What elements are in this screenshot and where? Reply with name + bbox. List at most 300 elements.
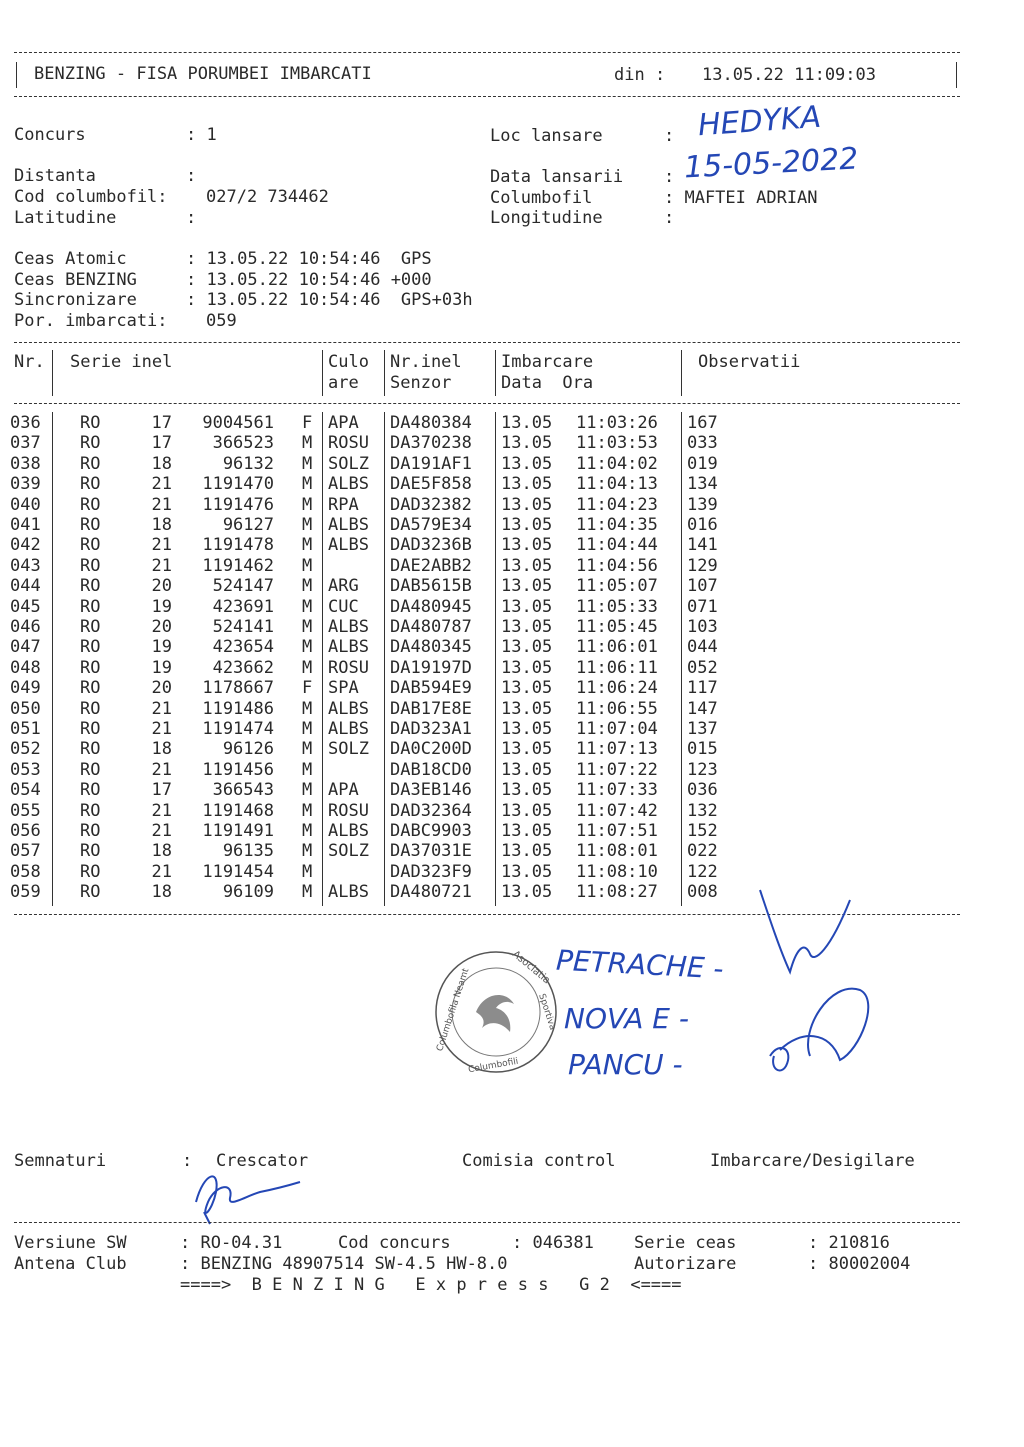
cell-chip: DAB17E8E	[390, 698, 472, 719]
cod-concurs-value: : 046381	[512, 1233, 594, 1253]
cell-date: 13.05	[501, 617, 553, 637]
cell-observatii: 107	[687, 576, 718, 597]
table-row	[10, 515, 750, 535]
cell-ring-number: 524147	[212, 576, 274, 597]
cell-color: SOLZ	[328, 841, 369, 862]
cell-country: RO	[80, 413, 101, 433]
stamp-text-top: Asociatia	[510, 948, 552, 987]
cell-ring-number: 1191470	[202, 474, 274, 495]
cell-year: 20	[151, 576, 172, 597]
cell-observatii: 137	[687, 719, 718, 739]
crescator-label: Crescator	[216, 1151, 309, 1171]
serie-ceas-value: : 210816	[808, 1233, 890, 1253]
cell-date: 13.05	[501, 739, 553, 760]
cell-year: 18	[151, 882, 172, 903]
cell-sex: M	[302, 719, 313, 739]
table-row	[10, 556, 750, 576]
stamp-text-left: Columbofila Neamt	[435, 967, 472, 1053]
cell-color: ARG	[328, 576, 359, 597]
cell-year: 21	[151, 821, 172, 841]
loc-lansare-colon: :	[664, 126, 675, 146]
cell-date: 13.05	[501, 821, 553, 841]
col-header-observatii: Observatii	[698, 352, 801, 372]
cell-nr: 054	[10, 780, 41, 801]
versiune-value: : RO-04.31	[180, 1233, 283, 1253]
col-rule-5	[681, 350, 682, 396]
cell-country: RO	[80, 780, 101, 801]
cell-observatii: 103	[687, 617, 718, 637]
cell-date: 13.05	[501, 596, 553, 617]
cell-observatii: 123	[687, 759, 718, 780]
cell-country: RO	[80, 515, 101, 535]
cell-country: RO	[80, 821, 101, 841]
cell-time: 11:07:13	[576, 739, 658, 760]
serie-ceas-label: Serie ceas	[634, 1233, 737, 1253]
cell-chip: DA370238	[390, 433, 472, 454]
longitudine-value: :	[664, 208, 675, 228]
cell-chip: DA480345	[390, 637, 472, 658]
cell-color: RPA	[328, 494, 359, 515]
data-lansarii-colon: :	[664, 167, 675, 187]
cell-sex: M	[302, 759, 313, 780]
cell-nr: 051	[10, 719, 41, 739]
cell-observatii: 044	[687, 637, 718, 658]
cell-time: 11:03:53	[576, 433, 658, 454]
cod-columbofil-label: Cod columbofil:	[14, 187, 168, 207]
cell-date: 13.05	[501, 453, 553, 474]
cell-time: 11:07:33	[576, 780, 658, 801]
cell-nr: 041	[10, 515, 41, 535]
cell-nr: 037	[10, 433, 41, 454]
cell-observatii: 008	[687, 882, 718, 903]
cell-country: RO	[80, 596, 101, 617]
cell-nr: 052	[10, 739, 41, 760]
data-lansarii-handwritten: 15-05-2022	[683, 141, 860, 186]
cell-sex: M	[302, 861, 313, 882]
cell-ring-number: 1191454	[202, 861, 274, 882]
cell-color: ALBS	[328, 535, 369, 556]
cell-year: 17	[151, 780, 172, 801]
cell-sex: M	[302, 780, 313, 801]
col-header-imbarcare-2: Data Ora	[501, 373, 594, 393]
cell-chip: DA3EB146	[390, 780, 472, 801]
cell-country: RO	[80, 617, 101, 637]
data-lansarii-label: Data lansarii	[490, 167, 624, 187]
cell-date: 13.05	[501, 515, 553, 535]
cell-color: ALBS	[328, 698, 369, 719]
semnaturi-colon: :	[182, 1151, 193, 1171]
cell-chip: DA19197D	[390, 657, 472, 678]
cell-ring-number: 1191476	[202, 494, 274, 515]
cell-observatii: 019	[687, 453, 718, 474]
por-imbarcati-label: Por. imbarcati:	[14, 311, 168, 331]
distanta-value: :	[186, 166, 197, 186]
commission-name-2: NOVA E -	[564, 1002, 689, 1035]
cell-color: ROSU	[328, 433, 369, 454]
ceas-atomic-label: Ceas Atomic	[14, 249, 127, 269]
cell-year: 21	[151, 474, 172, 495]
cell-chip: DAD32382	[390, 494, 472, 515]
col-rule-2	[322, 350, 323, 396]
cell-country: RO	[80, 433, 101, 454]
cell-sex: M	[302, 800, 313, 821]
cell-sex: M	[302, 882, 313, 903]
cell-ring-number: 423662	[212, 657, 274, 678]
stamp-text-right: Sportiva	[536, 992, 558, 1032]
cell-country: RO	[80, 719, 101, 739]
cell-nr: 049	[10, 678, 41, 699]
cell-sex: M	[302, 555, 313, 576]
table-row	[10, 862, 750, 882]
cell-observatii: 152	[687, 821, 718, 841]
columbofil-value: : MAFTEI ADRIAN	[664, 188, 818, 208]
cell-time: 11:08:27	[576, 882, 658, 903]
cell-year: 20	[151, 617, 172, 637]
cell-nr: 053	[10, 759, 41, 780]
cell-observatii: 015	[687, 739, 718, 760]
cell-ring-number: 1191456	[202, 759, 274, 780]
autorizare-value: : 80002004	[808, 1254, 911, 1274]
cell-ring-number: 1178667	[202, 678, 274, 699]
cell-nr: 059	[10, 882, 41, 903]
cell-time: 11:06:55	[576, 698, 658, 719]
cell-chip: DAE5F858	[390, 474, 472, 495]
cell-country: RO	[80, 841, 101, 862]
concurs-value: : 1	[186, 125, 217, 145]
table-top-rule	[14, 342, 960, 343]
cell-sex: M	[302, 637, 313, 658]
loc-lansare-label: Loc lansare	[490, 126, 603, 146]
cell-year: 21	[151, 719, 172, 739]
cell-color: ALBS	[328, 637, 369, 658]
cell-color: ALBS	[328, 617, 369, 637]
table-row	[10, 495, 750, 515]
table-row	[10, 760, 750, 780]
cell-ring-number: 1191474	[202, 719, 274, 739]
cell-color: SPA	[328, 678, 359, 699]
cell-ring-number: 524141	[212, 617, 274, 637]
cell-country: RO	[80, 861, 101, 882]
cell-date: 13.05	[501, 719, 553, 739]
cell-time: 11:05:07	[576, 576, 658, 597]
cell-color: ROSU	[328, 657, 369, 678]
cell-ring-number: 366543	[212, 780, 274, 801]
cell-color: ALBS	[328, 821, 369, 841]
cell-country: RO	[80, 494, 101, 515]
cell-chip: DAB18CD0	[390, 759, 472, 780]
cell-date: 13.05	[501, 678, 553, 699]
cell-sex: M	[302, 474, 313, 495]
cell-observatii: 036	[687, 780, 718, 801]
cell-ring-number: 96126	[222, 739, 274, 760]
ceas-benzing-value: : 13.05.22 10:54:46 +000	[186, 270, 432, 290]
table-row	[10, 678, 750, 698]
cell-observatii: 122	[687, 861, 718, 882]
cell-sex: M	[302, 535, 313, 556]
cell-observatii: 134	[687, 474, 718, 495]
commission-signatures	[740, 880, 900, 1100]
cell-time: 11:07:22	[576, 759, 658, 780]
cell-country: RO	[80, 453, 101, 474]
cell-sex: F	[302, 678, 313, 699]
cell-sex: M	[302, 596, 313, 617]
cell-year: 19	[151, 657, 172, 678]
cell-year: 18	[151, 739, 172, 760]
cell-date: 13.05	[501, 637, 553, 658]
cell-nr: 045	[10, 596, 41, 617]
cell-chip: DAB594E9	[390, 678, 472, 699]
cell-time: 11:07:51	[576, 821, 658, 841]
cell-chip: DA0C200D	[390, 739, 472, 760]
cell-country: RO	[80, 759, 101, 780]
cell-ring-number: 423691	[212, 596, 274, 617]
table-row	[10, 739, 750, 759]
antena-value: : BENZING 48907514 SW-4.5 HW-8.0	[180, 1254, 508, 1274]
cell-date: 13.05	[501, 759, 553, 780]
cell-sex: F	[302, 413, 313, 433]
ceas-atomic-value: : 13.05.22 10:54:46 GPS	[186, 249, 432, 269]
cell-nr: 042	[10, 535, 41, 556]
table-row	[10, 637, 750, 657]
commission-name-1: PETRACHE -	[555, 943, 725, 986]
col-header-nr: Nr.	[14, 352, 45, 372]
table-row	[10, 841, 750, 861]
cell-sex: M	[302, 841, 313, 862]
cell-date: 13.05	[501, 535, 553, 556]
signature-scribbles	[740, 880, 900, 1100]
cell-chip: DAD323A1	[390, 719, 472, 739]
cell-country: RO	[80, 739, 101, 760]
cell-observatii: 117	[687, 678, 718, 699]
cell-observatii: 132	[687, 800, 718, 821]
cell-nr: 036	[10, 413, 41, 433]
col-header-nrinel-1: Nr.inel	[390, 352, 462, 372]
col-header-serie: Serie inel	[70, 352, 173, 372]
cell-country: RO	[80, 555, 101, 576]
cell-country: RO	[80, 698, 101, 719]
cell-color: ALBS	[328, 719, 369, 739]
por-imbarcati-value: 059	[206, 311, 237, 331]
cell-sex: M	[302, 576, 313, 597]
cell-color: APA	[328, 780, 359, 801]
table-row	[10, 617, 750, 637]
cell-ring-number: 96132	[222, 453, 274, 474]
col-rule-4	[495, 350, 496, 396]
cell-date: 13.05	[501, 433, 553, 454]
table-row	[10, 821, 750, 841]
header-left-bar	[16, 62, 17, 88]
cell-ring-number: 1191462	[202, 555, 274, 576]
stamp-text-bottom: Columbofili	[467, 1056, 520, 1076]
cell-nr: 055	[10, 800, 41, 821]
cell-observatii: 167	[687, 413, 718, 433]
concurs-label: Concurs	[14, 125, 86, 145]
cell-year: 18	[151, 515, 172, 535]
cell-nr: 040	[10, 494, 41, 515]
cell-nr: 048	[10, 657, 41, 678]
cell-nr: 039	[10, 474, 41, 495]
cell-color: SOLZ	[328, 739, 369, 760]
cell-year: 21	[151, 800, 172, 821]
cell-sex: M	[302, 453, 313, 474]
cell-country: RO	[80, 637, 101, 658]
cell-observatii: 129	[687, 555, 718, 576]
cell-ring-number: 96109	[222, 882, 274, 903]
cell-date: 13.05	[501, 474, 553, 495]
columbofil-label: Columbofil	[490, 188, 593, 208]
col-header-culoare-2: are	[328, 373, 359, 393]
cod-columbofil-value: 027/2 734462	[206, 187, 329, 207]
cell-ring-number: 96135	[222, 841, 274, 862]
cell-observatii: 033	[687, 433, 718, 454]
cell-sex: M	[302, 494, 313, 515]
cell-time: 11:07:04	[576, 719, 658, 739]
cell-date: 13.05	[501, 800, 553, 821]
cell-time: 11:03:26	[576, 413, 658, 433]
cell-chip: DAD32364	[390, 800, 472, 821]
cell-chip: DABC9903	[390, 821, 472, 841]
cell-date: 13.05	[501, 413, 553, 433]
cell-time: 11:05:33	[576, 596, 658, 617]
cell-country: RO	[80, 657, 101, 678]
benzing-express-banner: ====> B E N Z I N G E x p r e s s G 2 <====	[180, 1275, 682, 1295]
cell-date: 13.05	[501, 494, 553, 515]
cell-year: 21	[151, 861, 172, 882]
cell-country: RO	[80, 535, 101, 556]
cell-year: 21	[151, 494, 172, 515]
cell-date: 13.05	[501, 780, 553, 801]
cell-country: RO	[80, 678, 101, 699]
table-row	[10, 413, 750, 433]
table-row	[10, 433, 750, 453]
cell-nr: 038	[10, 453, 41, 474]
cell-time: 11:04:13	[576, 474, 658, 495]
cell-date: 13.05	[501, 657, 553, 678]
cell-ring-number: 1191486	[202, 698, 274, 719]
cell-nr: 044	[10, 576, 41, 597]
cell-year: 21	[151, 698, 172, 719]
cell-nr: 058	[10, 861, 41, 882]
cell-observatii: 016	[687, 515, 718, 535]
din-label: din :	[614, 65, 666, 85]
col-header-imbarcare-1: Imbarcare	[501, 352, 594, 372]
cell-observatii: 052	[687, 657, 718, 678]
cell-ring-number: 1191491	[202, 821, 274, 841]
header-top-rule	[14, 52, 960, 53]
table-row	[10, 597, 750, 617]
cell-chip: DA480945	[390, 596, 472, 617]
table-row	[10, 699, 750, 719]
sincronizare-label: Sincronizare	[14, 290, 137, 310]
cell-time: 11:07:42	[576, 800, 658, 821]
cell-color: ROSU	[328, 800, 369, 821]
cell-country: RO	[80, 882, 101, 903]
cell-date: 13.05	[501, 841, 553, 862]
cell-year: 17	[151, 433, 172, 454]
cell-chip: DA480384	[390, 413, 472, 433]
cell-observatii: 139	[687, 494, 718, 515]
cell-color: APA	[328, 413, 359, 433]
table-row	[10, 658, 750, 678]
cell-observatii: 141	[687, 535, 718, 556]
cell-time: 11:04:35	[576, 515, 658, 535]
cell-date: 13.05	[501, 698, 553, 719]
cell-chip: DA191AF1	[390, 453, 472, 474]
cell-nr: 047	[10, 637, 41, 658]
cell-year: 20	[151, 678, 172, 699]
cell-sex: M	[302, 657, 313, 678]
table-row	[10, 719, 750, 739]
cell-color: ALBS	[328, 882, 369, 903]
document-title: BENZING - FISA PORUMBEI IMBARCATI	[34, 64, 372, 84]
col-header-nrinel-2: Senzor	[390, 373, 452, 393]
cell-sex: M	[302, 698, 313, 719]
col-rule-1	[52, 350, 53, 396]
cod-concurs-label: Cod concurs	[338, 1233, 451, 1253]
cell-chip: DA37031E	[390, 841, 472, 862]
cell-year: 21	[151, 535, 172, 556]
cell-nr: 050	[10, 698, 41, 719]
cell-year: 19	[151, 637, 172, 658]
comisia-label: Comisia control	[462, 1151, 616, 1171]
cell-time: 11:05:45	[576, 617, 658, 637]
table-row	[10, 535, 750, 555]
imbarcare-desigilare-label: Imbarcare/Desigilare	[710, 1151, 915, 1171]
semnaturi-label: Semnaturi	[14, 1151, 107, 1171]
autorizare-label: Autorizare	[634, 1254, 737, 1274]
header-right-bar	[956, 62, 957, 88]
cell-observatii: 071	[687, 596, 718, 617]
cell-color: SOLZ	[328, 453, 369, 474]
cell-time: 11:04:44	[576, 535, 658, 556]
cell-time: 11:06:01	[576, 637, 658, 658]
cell-chip: DAE2ABB2	[390, 555, 472, 576]
commission-name-3: PANCU -	[568, 1048, 683, 1081]
table-row	[10, 780, 750, 800]
cell-date: 13.05	[501, 861, 553, 882]
cell-sex: M	[302, 821, 313, 841]
cell-nr: 057	[10, 841, 41, 862]
cell-ring-number: 366523	[212, 433, 274, 454]
cell-ring-number: 1191468	[202, 800, 274, 821]
cell-chip: DA579E34	[390, 515, 472, 535]
cell-year: 18	[151, 453, 172, 474]
cell-observatii: 147	[687, 698, 718, 719]
cell-color: ALBS	[328, 515, 369, 535]
cell-chip: DAD3236B	[390, 535, 472, 556]
table-row	[10, 474, 750, 494]
cell-ring-number: 423654	[212, 637, 274, 658]
cell-sex: M	[302, 617, 313, 637]
loc-lansare-handwritten: HEDYKA	[696, 99, 823, 144]
table-row	[10, 801, 750, 821]
antena-label: Antena Club	[14, 1254, 127, 1274]
cell-country: RO	[80, 474, 101, 495]
sincronizare-value: : 13.05.22 10:54:46 GPS+03h	[186, 290, 473, 310]
cell-time: 11:04:56	[576, 555, 658, 576]
col-header-culoare-1: Culo	[328, 352, 369, 372]
cell-nr: 043	[10, 555, 41, 576]
cell-nr: 046	[10, 617, 41, 637]
din-timestamp: 13.05.22 11:09:03	[702, 65, 876, 85]
association-stamp	[432, 948, 560, 1076]
cell-date: 13.05	[501, 576, 553, 597]
cell-observatii: 022	[687, 841, 718, 862]
cell-nr: 056	[10, 821, 41, 841]
table-row	[10, 576, 750, 596]
cell-year: 17	[151, 413, 172, 433]
cell-chip: DA480787	[390, 617, 472, 637]
